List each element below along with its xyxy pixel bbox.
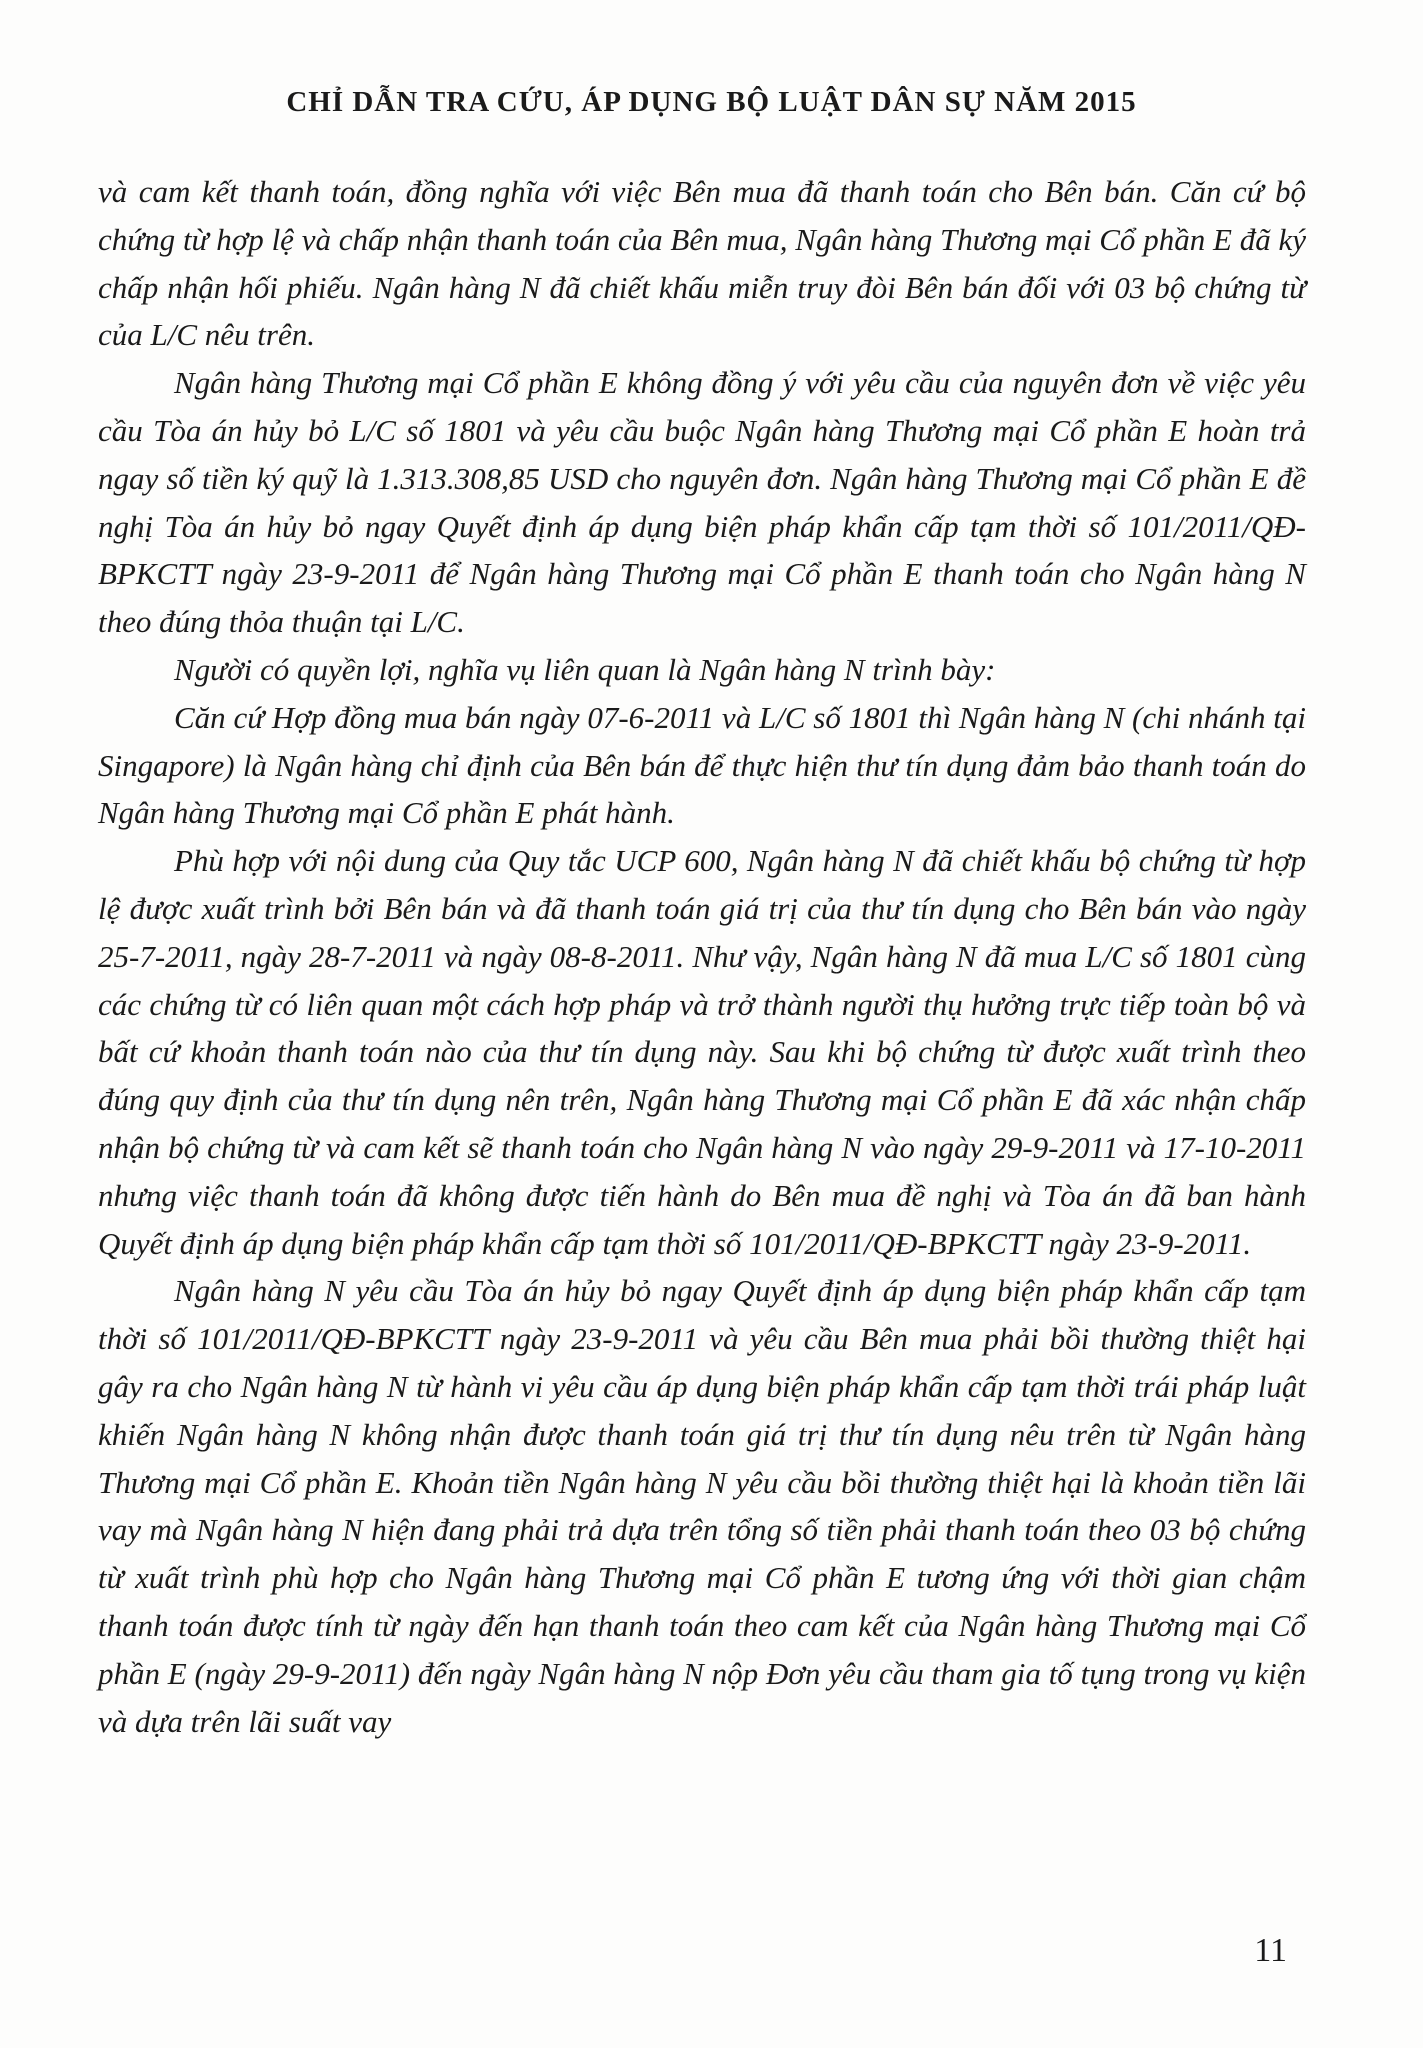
paragraph: Phù hợp với nội dung của Quy tắc UCP 600, Ngân hàng N đã chiết khấu bộ chứng từ hợp lệ được xuất trình bởi Bên bán và đã thanh toán giá trị của thư tín dụng cho Bên bán vào ngày 25-7-2011, ngày 28-7-2011 và ngày 08-8-2011. Như vậy, Ngân hàng N đã mua L/C số 1801 cùng các chứng từ có liên quan một cách hợp pháp và trở thành người thụ hưởng trực tiếp toàn bộ và bất cứ khoản thanh toán nào của thư tín dụng này. Sau khi bộ chứng từ được xuất trình theo đúng quy định của thư tín dụng nên trên, Ngân hàng Thương mại Cổ phần E đã xác nhận chấp nhận bộ chứng từ và cam kết sẽ thanh toán cho Ngân hàng N vào ngày 29-9-2011 và 17-10-2011 nhưng việc thanh toán đã không được tiến hành do Bên mua đề nghị và Tòa án đã ban hành Quyết định áp dụng biện pháp khẩn cấp tạm thời số 101/2011/QĐ-BPKCTT ngày 23-9-2011. <box>98 843 1306 1261</box>
body-text <box>98 168 1306 1745</box>
paragraph: Căn cứ Hợp đồng mua bán ngày 07-6-2011 và L/C số 1801 thì Ngân hàng N (chi nhánh tại Singapore) là Ngân hàng chỉ định của Bên bán để thực hiện thư tín dụng đảm bảo thanh toán do Ngân hàng Thương mại Cổ phần E phát hành. <box>98 699 1306 831</box>
running-header: CHỈ DẪN TRA CỨU, ÁP DỤNG BỘ LUẬT DÂN SỰ NĂM 2015 <box>286 86 1137 118</box>
paragraph: Ngân hàng Thương mại Cổ phần E không đồng ý với yêu cầu của nguyên đơn về việc yêu cầu Tòa án hủy bỏ L/C số 1801 và yêu cầu buộc Ngân hàng Thương mại Cổ phần E hoàn trả ngay số tiền ký quỹ là 1.313.308,85 USD cho nguyên đơn. Ngân hàng Thương mại Cổ phần E đề nghị Tòa án hủy bỏ ngay Quyết định áp dụng biện pháp khẩn cấp tạm thời số 101/2011/QĐ-BPKCTT ngày 23-9-2011 để Ngân hàng Thương mại Cổ phần E thanh toán cho Ngân hàng N theo đúng thỏa thuận tại L/C. <box>98 365 1306 640</box>
paragraph: và cam kết thanh toán, đồng nghĩa với việc Bên mua đã thanh toán cho Bên bán. Căn cứ bộ chứng từ hợp lệ và chấp nhận thanh toán của Bên mua, Ngân hàng Thương mại Cổ phần E đã ký chấp nhận hối phiếu. Ngân hàng N đã chiết khấu miễn truy đòi Bên bán đối với 03 bộ chứng từ của L/C nêu trên. <box>98 174 1306 353</box>
page-number: 11 <box>1254 1932 1287 1969</box>
paragraph: Ngân hàng N yêu cầu Tòa án hủy bỏ ngay Quyết định áp dụng biện pháp khẩn cấp tạm thời số 101/2011/QĐ-BPKCTT ngày 23-9-2011 và yêu cầu Bên mua phải bồi thường thiệt hại gây ra cho Ngân hàng N từ hành vi yêu cầu áp dụng biện pháp khẩn cấp tạm thời trái pháp luật khiến Ngân hàng N không nhận được thanh toán giá trị thư tín dụng nêu trên từ Ngân hàng Thương mại Cổ phần E. Khoản tiền Ngân hàng N yêu cầu bồi thường thiệt hại là khoản tiền lãi vay mà Ngân hàng N hiện đang phải trả dựa trên tổng số tiền phải thanh toán theo 03 bộ chứng từ xuất trình phù hợp cho Ngân hàng Thương mại Cổ phần E tương ứng với thời gian chậm thanh toán được tính từ ngày đến hạn thanh toán theo cam kết của Ngân hàng Thương mại Cổ phần E (ngày 29-9-2011) đến ngày Ngân hàng N nộp Đơn yêu cầu tham gia tố tụng trong vụ kiện và dựa trên lãi suất vay <box>98 1273 1306 1739</box>
paragraph: Người có quyền lợi, nghĩa vụ liên quan là Ngân hàng N trình bày: <box>174 651 996 687</box>
